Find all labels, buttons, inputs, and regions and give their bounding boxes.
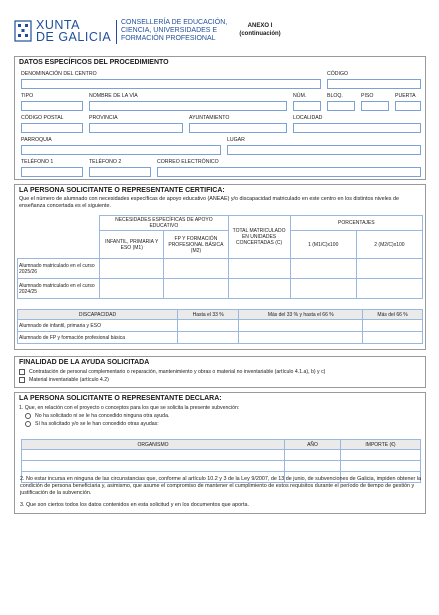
postal-code-label: CÓDIGO POSTAL [21, 115, 64, 121]
table-cell[interactable] [363, 332, 423, 344]
floor-field[interactable] [361, 101, 389, 111]
table-cell[interactable] [290, 279, 356, 299]
organism-header: ORGANISMO [22, 440, 285, 450]
locality-label: LOCALIDAD [293, 115, 323, 121]
purpose-option-1[interactable]: Contratación de personal complementario o reparación, mantenimiento y obras o material no inventariable (artículo 4.1.a), b) y c) [15, 368, 425, 376]
percent-header: PORCENTAJES [290, 216, 422, 231]
phone1-field[interactable] [21, 167, 83, 177]
locality-field[interactable] [293, 123, 421, 133]
up-to-33-header: Hasta el 33 % [178, 310, 239, 320]
department-name: CONSELLERÍA DE EDUCACIÓN, CIENCIA, UNIVERSIDADES E FORMACIÓN PROFESIONAL [121, 19, 228, 42]
xunta-wordmark: XUNTA DE GALICIA [36, 18, 112, 44]
postal-code-field[interactable] [21, 123, 83, 133]
center-data-section [14, 56, 426, 180]
amount-header: IMPORTE (€) [341, 440, 421, 450]
road-type-label: TIPO [21, 93, 34, 99]
checkbox[interactable] [19, 377, 25, 383]
table-cell[interactable] [239, 320, 363, 332]
center-name-field[interactable] [21, 79, 321, 89]
section-title: LA PERSONA SOLICITANTE O REPRESENTANTE CERTIFICA: [19, 187, 225, 194]
infantil-row-label: Alumnado de infantil, primaria y ESO [18, 320, 178, 332]
table-cell[interactable] [178, 332, 239, 344]
center-name-label: DENOMINACIÓN DEL CENTRO [21, 71, 97, 77]
number-label: NÚM. [293, 93, 307, 99]
table-cell[interactable] [178, 320, 239, 332]
declare-item-2: 2. No estar incursa en ninguna de las circunstancias que, conforme al artículo 10.2 y 3 de la Ley 9/2007, de 13 de junio, de subvenciones de Galicia, impiden obtener la condición de persona beneficiaria y, asimismo, que asume el compromiso de mantener el cumplimiento de estos requisitos durante el período de tiempo de gestión y justificación de la subvención. [20, 476, 421, 496]
row-2024-label: Alumnado matriculado en el curso 2024/25 [18, 279, 100, 299]
fp-row-label: Alumnado de FP y formación profesional básica [18, 332, 178, 344]
disability-table [17, 309, 423, 344]
xunta-logo-icon [14, 20, 32, 42]
table-cell[interactable] [341, 450, 421, 461]
section-title: LA PERSONA SOLICITANTE O REPRESENTANTE DECLARA: [19, 395, 222, 402]
declare-item-3: 3. Que son ciertos todos los datos contenidos en esta solicitud y en los documentos que aporta. [20, 502, 249, 508]
floor-label: PISO [361, 93, 374, 99]
center-code-field[interactable] [327, 79, 421, 89]
table-cell[interactable] [100, 259, 164, 279]
radio[interactable] [25, 413, 31, 419]
table-cell[interactable] [341, 461, 421, 472]
declare-item-1: 1. Que, en relación con el proyecto o conceptos para los que se solicita la presente subvención: [19, 405, 240, 411]
table-cell[interactable] [100, 279, 164, 299]
row-2025-label: Alumnado matriculado en el curso 2025/26 [18, 259, 100, 279]
phone1-label: TELÉFONO 1 [21, 159, 54, 165]
email-field[interactable] [157, 167, 421, 177]
road-name-label: NOMBRE DE LA VÍA [89, 93, 138, 99]
table-cell[interactable] [228, 279, 290, 299]
table-cell[interactable] [285, 461, 341, 472]
door-field[interactable] [395, 101, 421, 111]
nee-header: NECESIDADES ESPECÍFICAS DE APOYO EDUCATIVO [100, 216, 228, 231]
province-label: PROVINCIA [89, 115, 118, 121]
33-to-66-header: Más del 33 % y hasta el 66 % [239, 310, 363, 320]
email-label: CORREO ELECTRÓNICO [157, 159, 219, 165]
table-cell[interactable] [363, 320, 423, 332]
table-cell[interactable] [356, 259, 422, 279]
section-title: FINALIDAD DE LA AYUDA SOLICITADA [19, 359, 150, 366]
declare-option-b[interactable]: Sí ha solicitado y/o se le han concedido otras ayudas: [15, 420, 425, 428]
province-field[interactable] [89, 123, 183, 133]
table-cell[interactable] [239, 332, 363, 344]
table-cell[interactable] [228, 259, 290, 279]
checkbox[interactable] [19, 369, 25, 375]
parish-label: PARROQUIA [21, 137, 52, 143]
municipality-field[interactable] [189, 123, 287, 133]
table-cell[interactable] [290, 259, 356, 279]
phone2-field[interactable] [89, 167, 151, 177]
p2-header: 2 (M2/C)x100 [356, 231, 422, 259]
table-cell[interactable] [22, 450, 285, 461]
annex-title: ANEXO I (continuación) [239, 23, 281, 37]
aneae-table [17, 215, 423, 299]
purpose-option-2[interactable]: Material inventariable (artículo 4.2) [15, 376, 425, 384]
certify-section [14, 184, 426, 350]
disability-header: DISCAPACIDAD [18, 310, 178, 320]
block-field[interactable] [327, 101, 355, 111]
p1-header: 1 (M1/C)x100 [290, 231, 356, 259]
center-code-label: CÓDIGO [327, 71, 349, 77]
block-label: BLOQ. [327, 93, 343, 99]
radio[interactable] [25, 421, 31, 427]
door-label: PUERTA [395, 93, 416, 99]
year-header: AÑO [285, 440, 341, 450]
road-name-field[interactable] [89, 101, 287, 111]
road-type-field[interactable] [21, 101, 83, 111]
fp-header: FP Y FORMACIÓN PROFESIONAL BÁSICA (M2) [164, 231, 228, 259]
table-cell[interactable] [164, 279, 228, 299]
municipality-label: AYUNTAMIENTO [189, 115, 230, 121]
logo-divider [116, 20, 117, 44]
page-header [14, 14, 434, 54]
table-cell[interactable] [356, 279, 422, 299]
place-label: LUGAR [227, 137, 245, 143]
total-header: TOTAL MATRICULADO EN UNIDADES CONCERTADAS (C) [228, 216, 290, 259]
declare-option-a[interactable]: No ha solicitado ni se le ha concedido ninguna otra ayuda. [15, 412, 425, 420]
number-field[interactable] [293, 101, 321, 111]
parish-field[interactable] [21, 145, 221, 155]
section-title: DATOS ESPECÍFICOS DEL PROCEDIMIENTO [19, 59, 169, 66]
certify-intro: Que el número de alumnado con necesidades específicas de apoyo educativo (ANEAE) y/o discapacidad matriculado en este centro en los distintos niveles de enseñanza concertada es el siguiente. [19, 196, 399, 209]
purpose-section [14, 356, 426, 388]
phone2-label: TELÉFONO 2 [89, 159, 122, 165]
table-cell[interactable] [22, 461, 285, 472]
place-field[interactable] [227, 145, 421, 155]
over-66-header: Más del 66 % [363, 310, 423, 320]
table-cell[interactable] [285, 450, 341, 461]
infantil-header: INFANTIL, PRIMARIA Y ESO (M1) [100, 231, 164, 259]
table-cell[interactable] [164, 259, 228, 279]
